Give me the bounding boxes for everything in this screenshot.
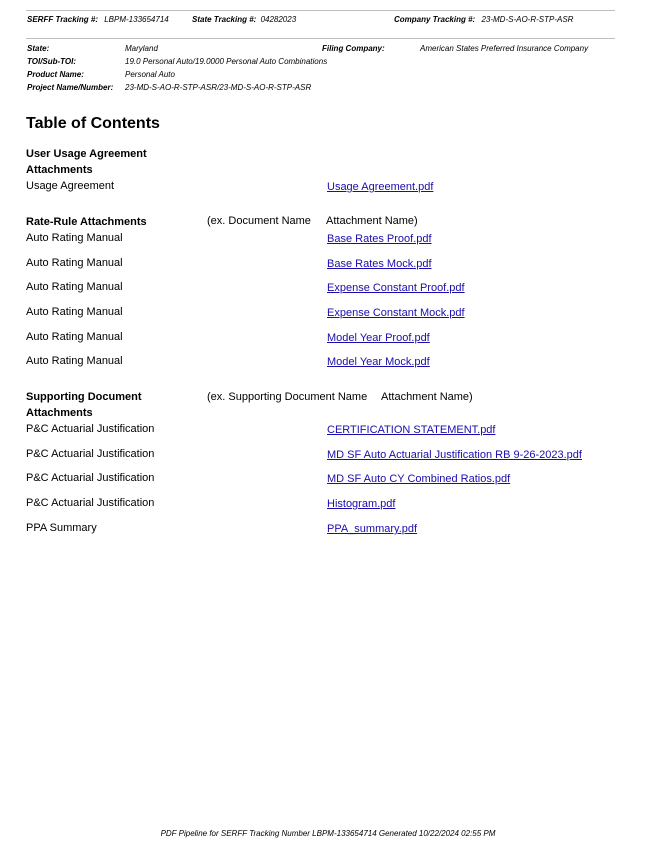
toi-label: TOI/Sub-TOI: (27, 57, 77, 66)
list-item-label: Usage Agreement (26, 180, 115, 192)
list-item-label: P&C Actuarial Justification (26, 423, 155, 435)
list-item-label: P&C Actuarial Justification (26, 448, 155, 460)
attachment-link[interactable]: Model Year Proof.pdf (327, 332, 430, 344)
state-value: Maryland (125, 44, 158, 53)
state-tracking (192, 15, 296, 24)
serff-tracking (27, 15, 169, 24)
list-item-label: Auto Rating Manual (26, 232, 123, 244)
list-item-label: P&C Actuarial Justification (26, 497, 155, 509)
attachment-link[interactable]: PPA_summary.pdf (327, 523, 418, 535)
attachment-link[interactable]: Base Rates Mock.pdf (327, 258, 432, 270)
filing-company-value: American States Preferred Insurance Company (420, 44, 589, 53)
attachment-link[interactable]: Base Rates Proof.pdf (327, 233, 432, 245)
supporting-heading (26, 389, 142, 421)
supporting-note-attachment: Attachment Name) (381, 391, 473, 403)
state-tracking-label: State Tracking #: (192, 15, 257, 24)
user-usage-heading-line1: User Usage Agreement (26, 148, 147, 160)
company-tracking (394, 15, 573, 24)
supporting-heading-line2: Attachments (26, 407, 93, 419)
list-item-label: Auto Rating Manual (26, 355, 123, 367)
state-label: State: (27, 44, 50, 53)
rate-rule-note-attachment: Attachment Name) (326, 215, 418, 227)
page-title: Table of Contents (26, 115, 160, 132)
company-tracking-value: 23-MD-S-AO-R-STP-ASR (481, 15, 574, 24)
serff-tracking-label: SERFF Tracking #: (27, 15, 98, 24)
top-rule (26, 10, 615, 11)
list-item-label: Auto Rating Manual (26, 306, 123, 318)
list-item-label: PPA Summary (26, 522, 97, 534)
user-usage-heading (26, 146, 147, 178)
attachment-link[interactable]: Usage Agreement.pdf (327, 181, 434, 193)
user-usage-heading-line2: Attachments (26, 164, 93, 176)
rate-rule-note-name: (ex. Document Name (207, 215, 311, 227)
list-item-label: Auto Rating Manual (26, 281, 123, 293)
page-footer: PDF Pipeline for SERFF Tracking Number LBPM-133654714 Generated 10/22/2024 02:55 PM (160, 829, 496, 838)
project-value: 23-MD-S-AO-R-STP-ASR/23-MD-S-AO-R-STP-ASR (125, 83, 312, 92)
attachment-link[interactable]: MD SF Auto Actuarial Justification RB 9-26-2023.pdf (327, 449, 582, 461)
supporting-note-name: (ex. Supporting Document Name (207, 391, 368, 403)
attachment-link[interactable]: Expense Constant Mock.pdf (327, 307, 465, 319)
list-item-label: Auto Rating Manual (26, 257, 123, 269)
filing-company-label: Filing Company: (322, 44, 385, 53)
state-tracking-value: 04282023 (260, 15, 297, 24)
list-item-label: P&C Actuarial Justification (26, 472, 155, 484)
company-tracking-label: Company Tracking #: (394, 15, 476, 24)
serff-tracking-value: LBPM-133654714 (104, 15, 169, 24)
project-label: Project Name/Number: (27, 83, 114, 92)
rate-rule-heading: Rate-Rule Attachments (26, 216, 147, 228)
attachment-link[interactable]: Model Year Mock.pdf (327, 356, 430, 368)
product-label: Product Name: (27, 70, 84, 79)
attachment-link[interactable]: Histogram.pdf (327, 498, 396, 510)
attachment-link[interactable]: CERTIFICATION STATEMENT.pdf (327, 424, 496, 436)
list-item-label: Auto Rating Manual (26, 331, 123, 343)
supporting-heading-line1: Supporting Document (26, 391, 142, 403)
attachment-link[interactable]: Expense Constant Proof.pdf (327, 282, 465, 294)
toi-value: 19.0 Personal Auto/19.0000 Personal Auto Combinations (125, 57, 328, 66)
attachment-link[interactable]: MD SF Auto CY Combined Ratios.pdf (327, 473, 511, 485)
header-rule (26, 38, 615, 39)
product-value: Personal Auto (125, 70, 175, 79)
